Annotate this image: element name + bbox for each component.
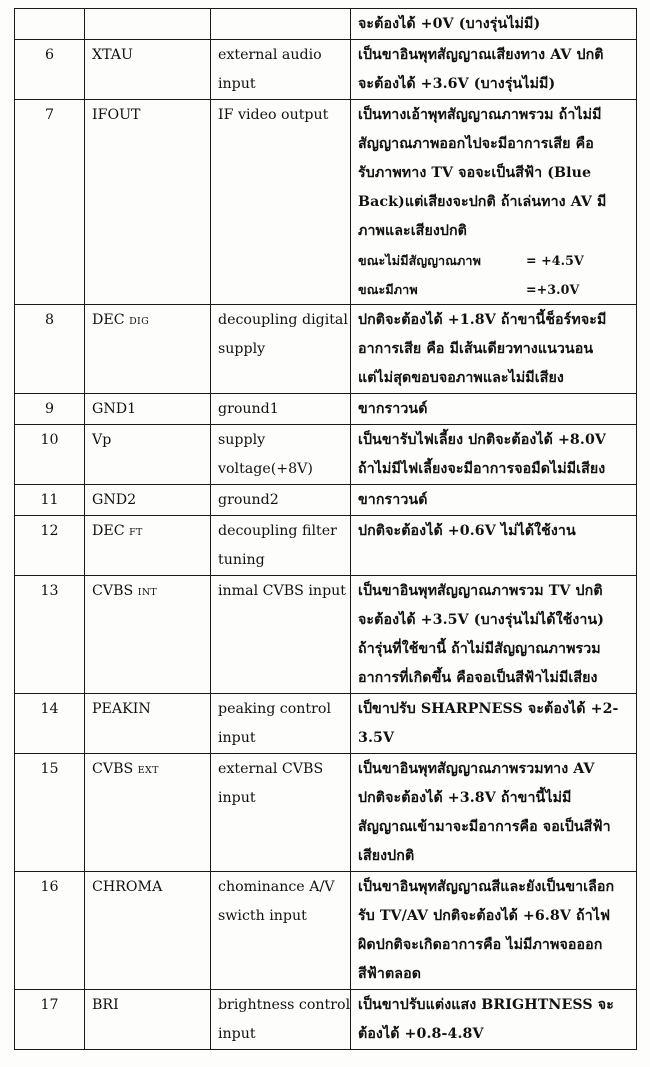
pin-number-cell: 6	[15, 40, 85, 100]
function-cell	[211, 990, 351, 1050]
function-line: ground1	[218, 401, 279, 417]
function-line: chominance A/V	[218, 879, 335, 895]
function-line: ground2	[218, 492, 279, 508]
pin-name: CHROMA	[92, 879, 163, 895]
pin-number-cell: 12	[15, 516, 85, 576]
pin-name-cell	[85, 990, 211, 1050]
function-line: inmal CVBS input	[218, 583, 346, 599]
pin-name-cell	[85, 872, 211, 990]
function-cell	[211, 394, 351, 425]
description-line: ปกติจะต้องได้ +0.6V ไม่ได้ใช้งาน	[358, 523, 576, 539]
pin-number-cell: 14	[15, 694, 85, 754]
function-cell	[211, 485, 351, 516]
measurement-label: ขณะไม่มีสัญญาณภาพ	[358, 253, 481, 268]
pin-name: GND2	[92, 492, 137, 508]
table-row	[15, 576, 637, 694]
description-cell	[351, 516, 637, 576]
function-line: decoupling filter	[218, 523, 337, 539]
pin-number-cell	[15, 9, 85, 40]
description-line: อาการที่เกิดขึ้น คือจอเป็นสีฟ้าไม่มีเสียง	[358, 670, 598, 686]
description-cell	[351, 694, 637, 754]
description-line: เป็นขาอินพุทสัญญาณเสียงทาง AV ปกติ	[358, 47, 604, 63]
description-cell	[351, 754, 637, 872]
description-line: เป็นขาปรับแต่งแสง BRIGHTNESS จะ	[358, 997, 614, 1013]
table-row	[15, 394, 637, 425]
table-row	[15, 754, 637, 872]
function-line: input	[218, 730, 256, 746]
description-line: ผิดปกติจะเกิดอาการคือ ไม่มีภาพจอออก	[358, 937, 603, 953]
pin-number-cell: 9	[15, 394, 85, 425]
pin-name: BRI	[92, 997, 119, 1013]
pin-name-subscript: EXT	[137, 765, 159, 776]
description-line: แต่ไม่สุดขอบจอภาพและไม่มีเสียง	[358, 370, 564, 386]
table-row	[15, 100, 637, 305]
description-line: รับภาพทาง TV จอจะเป็นสีฟ้า (Blue	[358, 165, 592, 181]
pin-number-cell: 17	[15, 990, 85, 1050]
pin-number-cell: 16	[15, 872, 85, 990]
function-line: input	[218, 76, 256, 92]
pin-name: IFOUT	[92, 107, 141, 123]
table-row	[15, 872, 637, 990]
function-line: input	[218, 1026, 256, 1042]
description-line: ถ้าไม่มีไฟเลี้ยงจะมีอาการจอมืดไม่มีเสียง	[358, 461, 606, 477]
function-line: peaking control	[218, 701, 331, 717]
description-line: อาการเสีย คือ มีเส้นเดียวทางแนวนอน	[358, 341, 594, 357]
description-cell	[351, 100, 637, 305]
pin-name: CVBS	[92, 583, 134, 599]
table-body	[15, 9, 637, 1050]
function-line: external CVBS	[218, 761, 324, 777]
description-cell	[351, 394, 637, 425]
description-line: สีฟ้าตลอด	[358, 966, 422, 982]
description-line: ขากราวนด์	[358, 492, 428, 508]
pin-name: Vp	[92, 432, 112, 448]
pin-number-cell: 10	[15, 425, 85, 485]
pin-number-cell: 8	[15, 305, 85, 394]
description-line: ภาพและเสียงปกติ	[358, 223, 467, 239]
description-line: เป็นขาอินพุทสัญญาณสีและยังเป็นขาเลือก	[358, 879, 615, 895]
table-row	[15, 40, 637, 100]
table-row	[15, 516, 637, 576]
table-row	[15, 425, 637, 485]
pin-name: GND1	[92, 401, 137, 417]
description-line: Back)แต่เสียงจะปกติ ถ้าเล่นทาง AV มี	[358, 194, 607, 210]
pin-number-cell: 7	[15, 100, 85, 305]
table-row	[15, 9, 637, 40]
description-line: 3.5V	[358, 730, 395, 746]
description-cell	[351, 990, 637, 1050]
description-line: ปกติจะต้องได้ +1.8V ถ้าขานี้ช็อร์ทจะมี	[358, 312, 607, 328]
function-cell	[211, 516, 351, 576]
function-cell	[211, 754, 351, 872]
description-line: เป็นขาอินพุทสัญญาณภาพรวม TV ปกติ	[358, 583, 603, 599]
function-line: brightness control	[218, 997, 351, 1013]
table-row	[15, 694, 637, 754]
description-line: ต้องได้ +0.8-4.8V	[358, 1026, 484, 1042]
pin-description-table	[14, 8, 637, 1050]
pin-name-cell	[85, 425, 211, 485]
function-line: supply	[218, 341, 266, 357]
table-row	[15, 990, 637, 1050]
pin-name: DEC	[92, 523, 125, 539]
pin-name-cell	[85, 9, 211, 40]
pin-name-cell	[85, 754, 211, 872]
function-line: external audio	[218, 47, 322, 63]
function-cell	[211, 9, 351, 40]
pin-name-cell	[85, 485, 211, 516]
function-cell	[211, 305, 351, 394]
description-cell	[351, 576, 637, 694]
description-line: เป็ขาปรับ SHARPNESS จะต้องได้ +2-	[358, 701, 619, 717]
description-line: ปกติจะต้องได้ +3.8V ถ้าขานี้ไม่มี	[358, 790, 572, 806]
description-line: เป็นขาอินพุทสัญญาณภาพรวมทาง AV	[358, 761, 595, 777]
pin-number-cell: 11	[15, 485, 85, 516]
pin-name-cell	[85, 694, 211, 754]
pin-name-cell	[85, 516, 211, 576]
measurement-line	[358, 275, 629, 304]
function-line: tuning	[218, 552, 265, 568]
measurement-value: = +4.5V	[526, 253, 584, 268]
description-cell	[351, 872, 637, 990]
pin-name-cell	[85, 576, 211, 694]
table-row	[15, 485, 637, 516]
function-line: decoupling digital	[218, 312, 348, 328]
description-line: จะต้องได้ +3.5V (บางรุ่นไม่ได้ใช้งาน)	[358, 612, 605, 628]
function-line: supply	[218, 432, 266, 448]
pin-name-cell	[85, 394, 211, 425]
pin-name: XTAU	[92, 47, 133, 63]
description-line: เสียงปกติ	[358, 848, 415, 864]
description-cell	[351, 305, 637, 394]
function-cell	[211, 425, 351, 485]
description-line: เป็นขารับไฟเลี้ยง ปกติจะต้องได้ +8.0V	[358, 432, 607, 448]
function-cell	[211, 872, 351, 990]
pin-name-subscript: INT	[137, 587, 158, 598]
description-line: เป็นทางเอ้าพุทสัญญาณภาพรวม ถ้าไม่มี	[358, 107, 602, 123]
pin-number-cell: 13	[15, 576, 85, 694]
description-line: ขากราวนด์	[358, 401, 428, 417]
function-cell	[211, 694, 351, 754]
measurement-line	[358, 246, 629, 275]
pin-name-cell	[85, 40, 211, 100]
function-cell	[211, 100, 351, 305]
description-cell	[351, 485, 637, 516]
measurement-value: =+3.0V	[526, 282, 580, 297]
pin-name: CVBS	[92, 761, 134, 777]
description-line: รับ TV/AV ปกติจะต้องได้ +6.8V ถ้าไฟ	[358, 908, 611, 924]
pin-name-subscript: FT	[129, 527, 143, 538]
pin-name-subscript: DIG	[129, 316, 149, 327]
pin-name: DEC	[92, 312, 125, 328]
pin-name-cell	[85, 100, 211, 305]
description-cell	[351, 425, 637, 485]
pin-number-cell: 15	[15, 754, 85, 872]
function-line: IF video output	[218, 107, 329, 123]
function-cell	[211, 576, 351, 694]
function-cell	[211, 40, 351, 100]
description-line: ถ้ารุ่นที่ใช้ขานี้ ถ้าไม่มีสัญญาณภาพรวม	[358, 641, 601, 657]
pin-name-cell	[85, 305, 211, 394]
function-line: input	[218, 790, 256, 806]
measurement-label: ขณะมีภาพ	[358, 282, 418, 297]
function-line: voltage(+8V)	[218, 461, 313, 477]
pin-name: PEAKIN	[92, 701, 151, 717]
description-line: จะต้องได้ +3.6V (บางรุ่นไม่มี)	[358, 76, 556, 92]
description-line: สัญญาณภาพออกไปจะมีอาการเสีย คือ	[358, 136, 594, 152]
table-row	[15, 305, 637, 394]
description-line: สัญญาณเข้ามาจะมีอาการคือ จอเป็นสีฟ้า	[358, 819, 611, 835]
description-cell	[351, 40, 637, 100]
description-cell: จะต้องได้ +0V (บางรุ่นไม่มี)	[351, 9, 637, 40]
function-line: swicth input	[218, 908, 307, 924]
